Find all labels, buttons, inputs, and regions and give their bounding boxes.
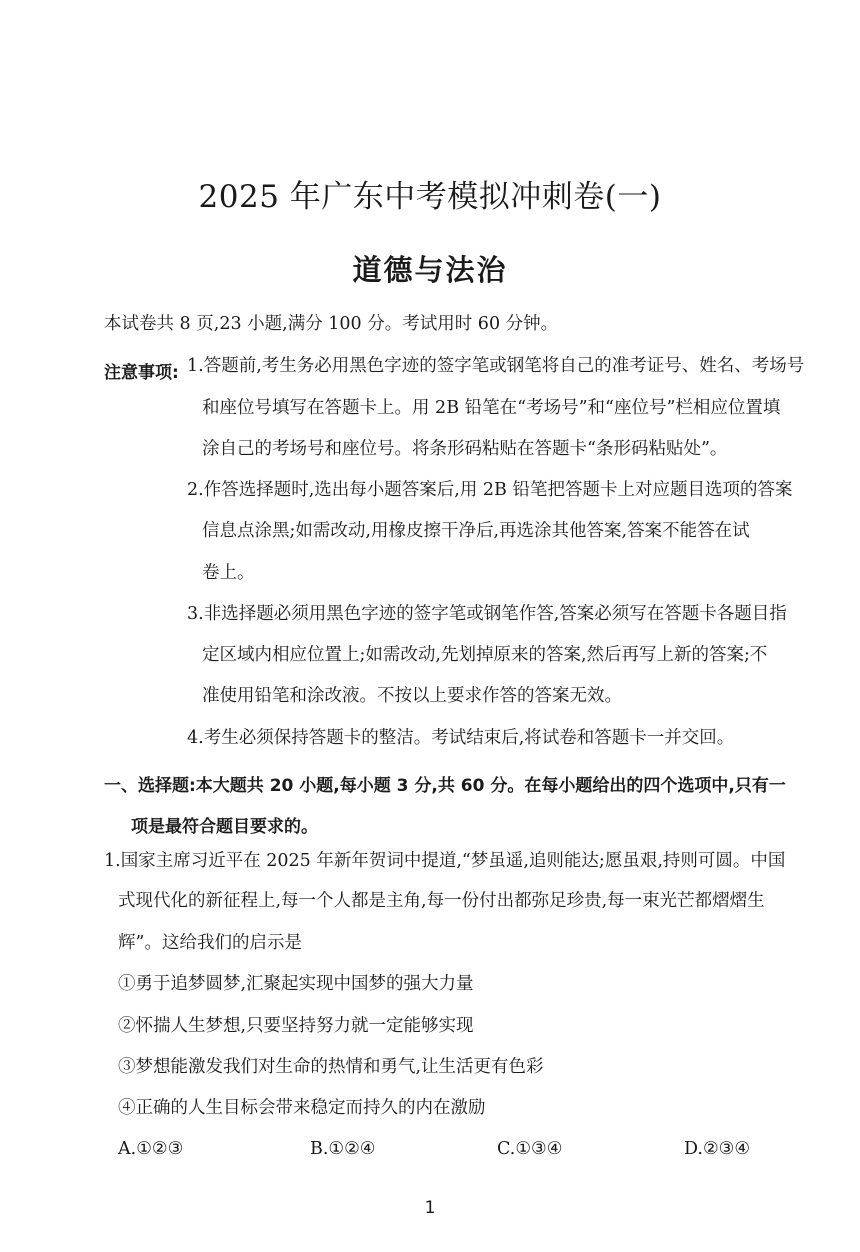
exam-title: 2025 年广东中考模拟冲刺卷(一)	[198, 179, 662, 215]
notice-line: 3.非选择题必须用黑色字迹的签字笔或钢笔作答,答案必须写在答题卡各题目指	[187, 604, 787, 624]
notice-line: 涂自己的考场号和座位号。将条形码粘贴在答题卡“条形码粘贴处”。	[202, 439, 728, 459]
notice-line: 1.答题前,考生务必用黑色字迹的签字笔或钢笔将自己的准考证号、姓名、考场号	[187, 356, 805, 376]
notice-line: 2.作答选择题时,选出每小题答案后,用 2B 铅笔把答题卡上对应题目选项的答案	[187, 480, 793, 500]
statement-item: ①勇于追梦圆梦,汇聚起实现中国梦的强大力量	[118, 974, 474, 994]
statement-item: ②怀揣人生梦想,只要坚持努力就一定能够实现	[118, 1016, 474, 1036]
question-stem-line: 辉”。这给我们的启示是	[118, 933, 302, 953]
notice-line: 准使用铅笔和涂改液。不按以上要求作答的答案无效。	[202, 686, 622, 706]
section-heading-line: 项是最符合题目要求的。	[131, 817, 318, 837]
statement-item: ③梦想能激发我们对生命的热情和勇气,让生活更有色彩	[118, 1057, 544, 1077]
question-stem-line: 式现代化的新征程上,每一个人都是主角,每一份付出都弥足珍贵,每一束光芒都熠熠生	[118, 891, 765, 911]
question-stem-line: 1.国家主席习近平在 2025 年新年贺词中提道,“梦虽遥,追则能达;愿虽艰,持则可圆。中国	[104, 851, 786, 871]
page-number: 1	[424, 1198, 436, 1218]
notice-line: 和座位号填写在答题卡上。用 2B 铅笔在“考场号”和“座位号”栏相应位置填	[202, 398, 781, 418]
option-c: C.①③④	[497, 1139, 563, 1159]
notice-label: 注意事项:	[104, 363, 179, 383]
notice-line: 卷上。	[202, 563, 255, 583]
option-d: D.②③④	[684, 1139, 751, 1159]
option-a: A.①②③	[118, 1139, 184, 1159]
statement-item: ④正确的人生目标会带来稳定而持久的内在激励	[118, 1098, 486, 1118]
subject-title: 道德与法治	[352, 253, 508, 287]
section-heading-line: 一、选择题:本大题共 20 小题,每小题 3 分,共 60 分。在每小题给出的四个选项中,只有一	[104, 776, 786, 796]
notice-line: 信息点涂黑;如需改动,用橡皮擦干净后,再选涂其他答案,答案不能答在试	[202, 521, 750, 541]
notice-line: 4.考生必须保持答题卡的整洁。考试结束后,将试卷和答题卡一并交回。	[187, 728, 735, 748]
notice-line: 定区域内相应位置上;如需改动,先划掉原来的答案,然后再写上新的答案;不	[202, 645, 768, 665]
option-b: B.①②④	[310, 1139, 376, 1159]
exam-intro: 本试卷共 8 页,23 小题,满分 100 分。考试用时 60 分钟。	[104, 314, 559, 334]
